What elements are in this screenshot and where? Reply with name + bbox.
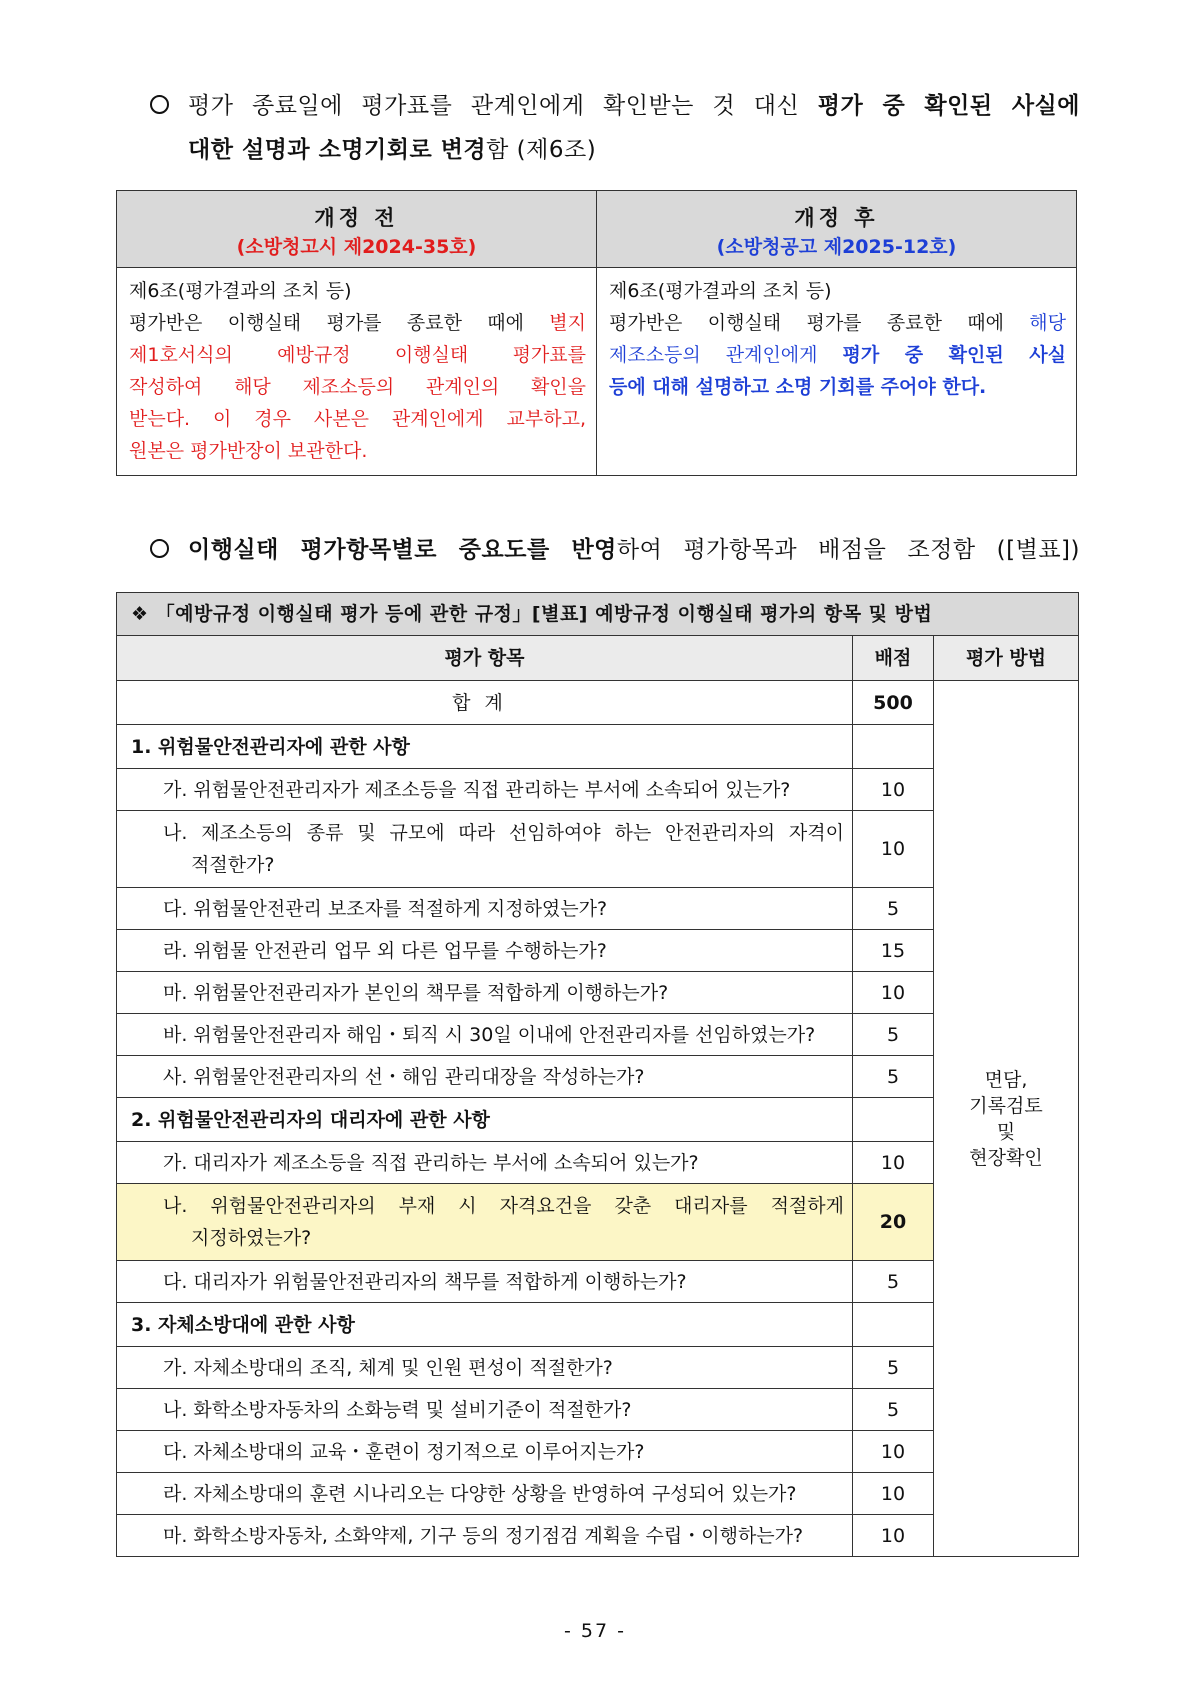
- method-cell: [934, 681, 1079, 1557]
- item-text: [117, 1389, 853, 1431]
- after-line-1: [609, 307, 1066, 339]
- before-header: [117, 191, 597, 268]
- item-line-1: 가. 대리자가 제조소등을 직접 관리하는 부서에 소속되어 있는가?: [163, 1151, 699, 1174]
- bullet-paragraph-2: [150, 528, 1080, 572]
- section-score-empty: [853, 1098, 934, 1142]
- col-header-item: 평가 항목: [117, 636, 853, 681]
- bullet-paragraph-1: [150, 84, 1080, 172]
- item-line-1: 다. 자체소방대의 교육・훈련이 정기적으로 이루어지는가?: [163, 1440, 645, 1463]
- before-l1-red: 별지: [549, 312, 586, 334]
- item-line-1: 마. 위험물안전관리자가 본인의 책무를 적합하게 이행하는가?: [163, 981, 669, 1004]
- item-score: 20: [853, 1184, 934, 1261]
- item-line-1: 나. 화학소방자동차의 소화능력 및 설비기준이 적절한가?: [163, 1398, 632, 1421]
- ring-bullet-icon: [150, 84, 190, 128]
- para1-bold-2: 대한 설명과 소명기회로 변경: [188, 137, 487, 163]
- item-line-1: 다. 대리자가 위험물안전관리자의 책무를 적합하게 이행하는가?: [163, 1270, 687, 1293]
- method-line-3: 및: [996, 1120, 1016, 1143]
- table-caption: [117, 593, 1079, 636]
- item-line-1: 마. 화학소방자동차, 소화약제, 기구 등의 정기점검 계획을 수립・이행하는가?: [163, 1524, 804, 1547]
- before-line-3: 작성하여 해당 제조소등의 관계인의 확인을: [129, 376, 586, 398]
- item-text: [117, 1347, 853, 1389]
- item-score: 5: [853, 1261, 934, 1303]
- col-header-score: 배점: [853, 636, 934, 681]
- item-line-2: 지정하였는가?: [191, 1227, 312, 1249]
- item-score: 5: [853, 1347, 934, 1389]
- item-text: [117, 769, 853, 811]
- item-text: [117, 811, 853, 888]
- item-text: [117, 1261, 853, 1303]
- after-article: 제6조(평가결과의 조치 등): [609, 280, 832, 302]
- method-line-1: 면담,: [984, 1068, 1028, 1091]
- para2-normal: 하여 평가항목과 배점을 조정함 ([별표]): [616, 537, 1080, 563]
- section-score-empty: [853, 725, 934, 769]
- item-line-1: 가. 자체소방대의 조직, 체계 및 인원 편성이 적절한가?: [163, 1356, 613, 1379]
- item-text: [117, 930, 853, 972]
- item-text: [117, 1142, 853, 1184]
- item-score: 10: [853, 972, 934, 1014]
- item-score: 5: [853, 888, 934, 930]
- item-score: 10: [853, 1473, 934, 1515]
- item-line-1: 라. 위험물 안전관리 업무 외 다른 업무를 수행하는가?: [163, 939, 607, 962]
- item-text: [117, 1014, 853, 1056]
- item-line-2: 적절한가?: [191, 854, 275, 876]
- item-score: 10: [853, 1431, 934, 1473]
- after-text: [597, 268, 1077, 476]
- para1-normal-2: 함 (제6조): [486, 137, 597, 163]
- after-ref: (소방청공고 제2025-12호): [716, 236, 957, 258]
- after-line-2: [609, 339, 1066, 371]
- item-score: 10: [853, 1142, 934, 1184]
- after-line-3: 등에 대해 설명하고 소명 기회를 주어야 한다.: [609, 376, 987, 398]
- paragraph-1-text: [188, 84, 1080, 172]
- after-l2-bold: 평가 중 확인된 사실: [842, 344, 1066, 366]
- caption-text: 「예방규정 이행실태 평가 등에 관한 규정」[별표] 예방규정 이행실태 평가의 항목 및 방법: [155, 603, 933, 625]
- before-title: 개정 전: [314, 206, 399, 230]
- before-line-1: [129, 307, 586, 339]
- before-line-5: 원본은 평가반장이 보관한다.: [129, 440, 368, 462]
- para2-bold: 이행실태 평가항목별로 중요도를 반영: [188, 537, 617, 563]
- para1-normal: 평가 종료일에 평가표를 관계인에게 확인받는 것 대신: [188, 93, 818, 119]
- item-text: [117, 888, 853, 930]
- before-article: 제6조(평가결과의 조치 등): [129, 280, 352, 302]
- method-line-2: 기록검토: [969, 1094, 1043, 1117]
- item-text: [117, 1473, 853, 1515]
- item-line-1: 바. 위험물안전관리자 해임・퇴직 시 30일 이내에 안전관리자를 선임하였는가?: [163, 1023, 816, 1046]
- before-line-2: 제1호서식의 예방규정 이행실태 평가표를: [129, 344, 586, 366]
- item-line-1: 라. 자체소방대의 훈련 시나리오는 다양한 상황을 반영하여 구성되어 있는가?: [163, 1482, 797, 1505]
- para1-bold: 평가 중 확인된 사실에: [817, 93, 1080, 119]
- before-line-4: 받는다. 이 경우 사본은 관계인에게 교부하고,: [129, 408, 586, 430]
- item-line-1: 나. 제조소등의 종류 및 규모에 따라 선임하여야 하는 안전관리자의 자격이: [163, 822, 844, 844]
- item-score: 10: [853, 811, 934, 888]
- method-line-4: 현장확인: [969, 1146, 1043, 1169]
- item-text: [117, 1184, 853, 1261]
- section-score-empty: [853, 1303, 934, 1347]
- paragraph-2-text: [188, 528, 1080, 572]
- before-text: [117, 268, 597, 476]
- item-text: [117, 972, 853, 1014]
- item-score: 15: [853, 930, 934, 972]
- item-line-1: 사. 위험물안전관리자의 선・해임 관리대장을 작성하는가?: [163, 1065, 645, 1088]
- diamond-bullet-icon: ❖: [131, 603, 149, 625]
- item-line-1: 나. 위험물안전관리자의 부재 시 자격요건을 갖춘 대리자를 적절하게: [163, 1195, 844, 1217]
- item-score: 10: [853, 769, 934, 811]
- after-title: 개정 후: [794, 206, 879, 230]
- ring-bullet-icon: [150, 528, 190, 572]
- col-header-method: 평가 방법: [934, 636, 1079, 681]
- evaluation-items-table: [116, 592, 1079, 1557]
- item-text: [117, 1056, 853, 1098]
- revision-comparison-table: [116, 190, 1077, 476]
- total-score: 500: [853, 681, 934, 725]
- item-score: 5: [853, 1056, 934, 1098]
- before-l1-normal: 평가반은 이행실태 평가를 종료한 때에: [129, 312, 550, 334]
- section-title: 1. 위험물안전관리자에 관한 사항: [117, 725, 853, 769]
- after-header: [597, 191, 1077, 268]
- item-text: [117, 1515, 853, 1557]
- item-score: 5: [853, 1014, 934, 1056]
- page-number: - 57 -: [564, 1620, 626, 1642]
- after-l1-blue: 해당: [1029, 312, 1066, 334]
- before-ref: (소방청고시 제2024-35호): [236, 236, 477, 258]
- item-line-1: 가. 위험물안전관리자가 제조소등을 직접 관리하는 부서에 소속되어 있는가?: [163, 778, 791, 801]
- total-label: 합계: [117, 681, 853, 725]
- item-score: 10: [853, 1515, 934, 1557]
- after-l2-blue: 제조소등의 관계인에게: [609, 344, 843, 366]
- item-score: 5: [853, 1389, 934, 1431]
- item-text: [117, 1431, 853, 1473]
- after-l1-normal: 평가반은 이행실태 평가를 종료한 때에: [609, 312, 1030, 334]
- section-title: 2. 위험물안전관리자의 대리자에 관한 사항: [117, 1098, 853, 1142]
- item-line-1: 다. 위험물안전관리 보조자를 적절하게 지정하였는가?: [163, 897, 608, 920]
- section-title: 3. 자체소방대에 관한 사항: [117, 1303, 853, 1347]
